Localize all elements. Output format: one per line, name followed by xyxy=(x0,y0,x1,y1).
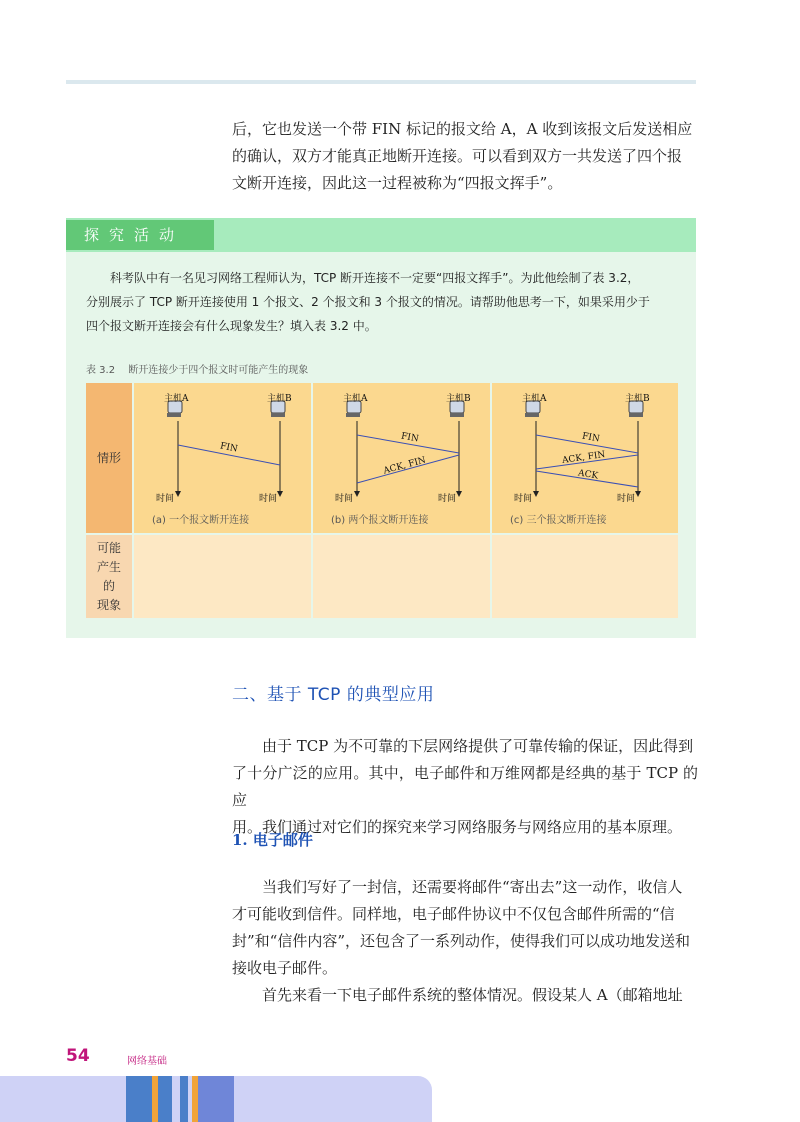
explore-activity-box xyxy=(66,218,696,638)
section-title: 二、基于 TCP 的典型应用 xyxy=(232,685,435,705)
time-a-label: 时间 xyxy=(156,494,175,504)
explore-text-line: 科考队中有一名见习网络工程师认为，TCP 断开连接不一定要“四报文挥手”。为此他绘制了表 3.2， xyxy=(110,271,640,285)
host-a-label: 主机A xyxy=(343,394,368,404)
diagram-cell-c xyxy=(492,383,678,533)
phenomenon-cell-c[interactable] xyxy=(492,535,678,618)
host-a-label: 主机A xyxy=(164,394,189,404)
footer-stripe xyxy=(180,1076,188,1122)
page-number: 54 xyxy=(66,1046,90,1066)
time-b-label: 时间 xyxy=(259,494,278,504)
paragraph-line: 了十分广泛的应用。其中，电子邮件和万维网都是经典的基于 TCP 的应 xyxy=(232,764,698,809)
footer-stripe xyxy=(198,1076,234,1122)
diagram-b xyxy=(313,383,489,531)
intro-line: 文断开连接，因此这一过程被称为“四报文挥手”。 xyxy=(232,174,563,192)
time-b-label: 时间 xyxy=(617,494,636,504)
section-paragraph-1 xyxy=(232,733,698,841)
explore-header xyxy=(66,218,696,252)
intro-line: 的确认，双方才能真正地断开连接。可以看到双方一共发送了四个报 xyxy=(232,147,683,165)
time-a-label: 时间 xyxy=(514,494,533,504)
table-caption xyxy=(86,361,318,376)
section-paragraph-3 xyxy=(232,982,698,1009)
section-paragraph-2 xyxy=(232,874,698,982)
time-a-label: 时间 xyxy=(335,494,354,504)
phenomenon-cell-b[interactable] xyxy=(313,535,490,618)
paragraph-line: 首先来看一下电子邮件系统的整体情况。假设某人 A（邮箱地址 xyxy=(262,986,683,1004)
diagram-c-svg xyxy=(492,383,678,508)
time-b-label: 时间 xyxy=(438,494,457,504)
explore-text-line: 分别展示了 TCP 断开连接使用 1 个报文、2 个报文和 3 个报文的情况。请帮助他思考一下，如果采用少于 xyxy=(86,295,650,309)
paragraph-line: 当我们写好了一封信，还需要将邮件“寄出去”这一动作，收信人 xyxy=(262,878,683,896)
book-title: 网络基础 xyxy=(127,1056,167,1067)
explore-text xyxy=(86,266,680,338)
row-label-phenomenon-line: 产生 xyxy=(96,559,121,574)
subsection-title-email: 1. 电子邮件 xyxy=(232,831,313,849)
table-3-2 xyxy=(86,383,678,618)
diagram-c xyxy=(492,383,668,531)
diagram-cell-a xyxy=(134,383,311,533)
row-label-phenomenon-line: 现象 xyxy=(96,597,121,612)
footer-stripe xyxy=(126,1076,152,1122)
message-label: ACK, FIN xyxy=(382,455,428,477)
diagram-caption: (b) 两个报文断开连接 xyxy=(331,515,429,526)
phenomenon-cell-a[interactable] xyxy=(134,535,311,618)
message-label: ACK xyxy=(577,468,599,482)
row-label-phenomenon-line: 的 xyxy=(102,578,115,593)
message-label: ACK, FIN xyxy=(561,450,606,466)
host-b-label: 主机B xyxy=(267,394,292,404)
intro-paragraph xyxy=(232,116,698,197)
explore-text-line: 四个报文断开连接会有什么现象发生？填入表 3.2 中。 xyxy=(86,319,377,333)
intro-line: 后，它也发送一个带 FIN 标记的报文给 A，A 收到该报文后发送相应 xyxy=(232,120,693,138)
table-caption-number: 表 3.2 xyxy=(86,365,116,376)
row-label-phenomenon xyxy=(86,535,132,618)
host-b-label: 主机B xyxy=(625,394,650,404)
message-label: FIN xyxy=(400,431,420,445)
paragraph-line: 用。我们通过对它们的探究来学习网络服务与网络应用的基本原理。 xyxy=(232,818,683,836)
row-label-phenomenon-line: 可能 xyxy=(96,540,121,555)
diagram-caption: (a) 一个报文断开连接 xyxy=(152,515,250,526)
table-caption-text: 断开连接少于四个报文时可能产生的现象 xyxy=(128,365,309,376)
host-a-label: 主机A xyxy=(522,394,547,404)
top-divider xyxy=(66,80,696,84)
diagram-cell-b xyxy=(313,383,490,533)
paragraph-line: 才可能收到信件。同样地，电子邮件协议中不仅包含邮件所需的“信 xyxy=(232,905,675,923)
paragraph-line: 由于 TCP 为不可靠的下层网络提供了可靠传输的保证，因此得到 xyxy=(262,737,694,755)
diagram-caption: (c) 三个报文断开连接 xyxy=(510,515,607,526)
row-label-situation-text: 情形 xyxy=(96,450,121,465)
host-b-label: 主机B xyxy=(446,394,471,404)
footer-stripe xyxy=(158,1076,172,1122)
paragraph-line: 封”和“信件内容”，还包含了一系列动作，使得我们可以成功地发送和 xyxy=(232,932,691,950)
message-label: FIN xyxy=(219,441,239,455)
paragraph-line: 接收电子邮件。 xyxy=(232,959,338,977)
diagram-a xyxy=(134,383,310,531)
message-label: FIN xyxy=(581,431,601,445)
row-label-situation xyxy=(86,383,132,533)
explore-tag: 探究活动 xyxy=(66,220,214,250)
